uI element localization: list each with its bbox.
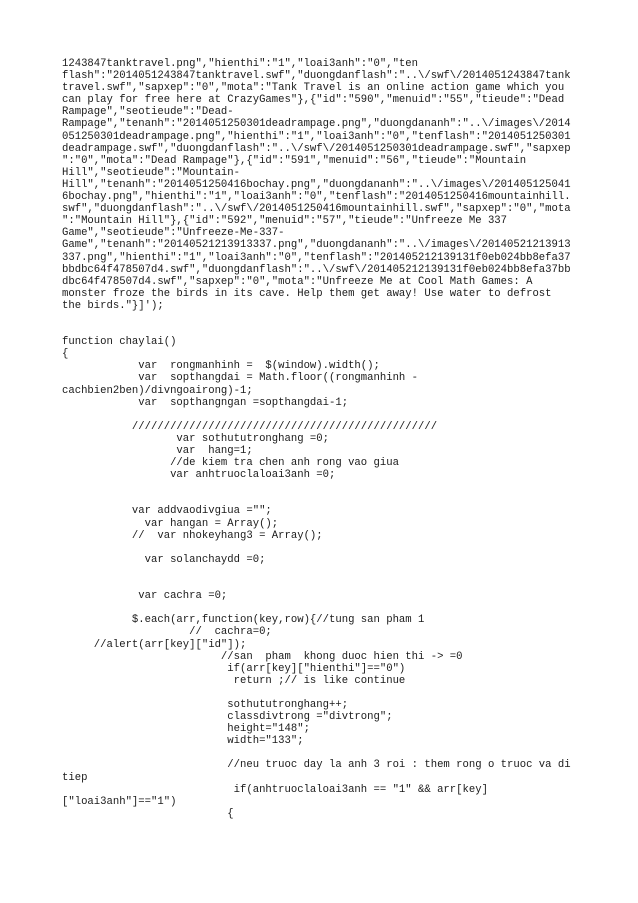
- code-line: [62, 312, 622, 324]
- code-line: Game","seotieude":"Unfreeze-Me-337-: [62, 227, 285, 240]
- code-line: sothututronghang++;: [62, 698, 349, 711]
- code-line: bbdbc64f478507d4.swf","duongdanflash":"..\/swf\/201405212139131f0eb024bb8efa37bb: [62, 263, 571, 276]
- code-line: tiep: [62, 771, 88, 784]
- code-line: //de kiem tra chen anh rong vao giua: [62, 457, 399, 470]
- code-line: var sopthangdai = Math.floor((rongmanhinh -: [62, 372, 419, 385]
- code-line: {: [62, 807, 234, 820]
- code-line: [62, 481, 622, 493]
- code-line: height="148";: [62, 723, 310, 736]
- code-line: width="133";: [62, 735, 304, 748]
- code-line: // cachra=0;: [62, 626, 272, 639]
- code-line: swf","duongdanflash":"..\/swf\/2014051250416mountainhill.swf","sapxep":"0","mota: [62, 203, 571, 216]
- code-line: var cachra =0;: [62, 590, 228, 603]
- code-line: //neu truoc day la anh 3 roi : them rong o truoc va di: [62, 759, 571, 772]
- code-line: 337.png","hienthi":"1","loai3anh":"0","tenflash":"201405212139131f0eb024bb8efa37: [62, 251, 571, 264]
- code-line: flash":"2014051243847tanktravel.swf","duongdanflash":"..\/swf\/2014051243847tank: [62, 70, 571, 83]
- code-line: //alert(arr[key]["id"]);: [62, 638, 247, 651]
- code-line: ////////////////////////////////////////////////: [62, 420, 438, 433]
- code-line: [62, 409, 622, 421]
- code-line: monster froze the birds in its cave. Help them get away! Use water to defrost: [62, 287, 552, 300]
- code-line: [62, 747, 622, 759]
- code-line: //san pham khong duoc hien thi -> =0: [62, 650, 463, 663]
- code-line: [62, 493, 622, 505]
- code-line: can play for free here at CrazyGames"},{"id":"590","menuid":"55","tieude":"Dead: [62, 94, 565, 107]
- code-line: var addvaodivgiua ="";: [62, 505, 272, 518]
- code-line: {: [62, 348, 69, 361]
- code-line: var hangan = Array();: [62, 517, 279, 530]
- code-line: [62, 324, 622, 336]
- code-line: var sothututronghang =0;: [62, 432, 330, 445]
- code-line: if(arr[key]["hienthi"]=="0"): [62, 662, 406, 675]
- code-line: if(anhtruoclaloai3anh == "1" && arr[key]: [62, 783, 488, 796]
- code-line: travel.swf","sapxep":"0","mota":"Tank Travel is an online action game which you: [62, 82, 565, 95]
- code-line: Game","tenanh":"20140521213913337.png","duongdananh":"..\/images\/20140521213913: [62, 239, 571, 252]
- code-line: function chaylai(): [62, 336, 177, 349]
- code-line: [62, 542, 622, 554]
- code-line: ":"0","mota":"Dead Rampage"},{"id":"591","menuid":"56","tieude":"Mountain: [62, 154, 527, 167]
- code-line: Rampage","seotieude":"Dead-: [62, 106, 234, 119]
- code-line: var rongmanhinh = $(window).width();: [62, 360, 380, 373]
- code-line: var anhtruoclaloai3anh =0;: [62, 469, 336, 482]
- code-line: 1243847tanktravel.png","hienthi":"1","loai3anh":"0","ten: [62, 58, 419, 70]
- code-line: var hang=1;: [62, 445, 253, 457]
- code-line: var sopthangngan =sopthangdai-1;: [62, 396, 349, 409]
- code-line: classdivtrong ="divtrong";: [62, 711, 393, 724]
- code-line: var solanchaydd =0;: [62, 553, 266, 566]
- code-line: deadrampage.swf","duongdanflash":"..\/swf\/2014051250301deadrampage.swf","sapxep: [62, 142, 571, 155]
- code-line: Hill","seotieude":"Mountain-: [62, 166, 241, 179]
- code-line: the birds."}]');: [62, 299, 164, 312]
- code-line: [62, 602, 622, 614]
- code-line: 051250301deadrampage.png","hienthi":"1","loai3anh":"0","tenflash":"2014051250301: [62, 130, 571, 143]
- code-line: cachbien2ben)/divngoairong)-1;: [62, 384, 253, 397]
- code-line: ":"Mountain Hill"},{"id":"592","menuid":"57","tieude":"Unfreeze Me 337: [62, 215, 508, 228]
- code-line: $.each(arr,function(key,row){//tung san pham 1: [62, 614, 425, 627]
- code-line: 6bochay.png","hienthi":"1","loai3anh":"0","tenflash":"2014051250416mountainhill.: [62, 191, 571, 204]
- code-line: dbc64f478507d4.swf","sapxep":"0","mota":"Unfreeze Me at Cool Math Games: A: [62, 275, 533, 288]
- code-line: return ;// is like continue: [62, 674, 406, 687]
- code-listing: [62, 58, 622, 820]
- code-line: [62, 578, 622, 590]
- code-line: Hill","tenanh":"2014051250416bochay.png","duongdananh":"..\/images\/201405125041: [62, 178, 571, 191]
- code-line: ["loai3anh"]=="1"): [62, 795, 177, 808]
- code-line: // var nhokeyhang3 = Array();: [62, 529, 323, 542]
- code-line: Rampage","tenanh":"2014051250301deadrampage.png","duongdananh":"..\/images\/2014: [62, 118, 571, 131]
- code-line: [62, 566, 622, 578]
- code-line: [62, 687, 622, 699]
